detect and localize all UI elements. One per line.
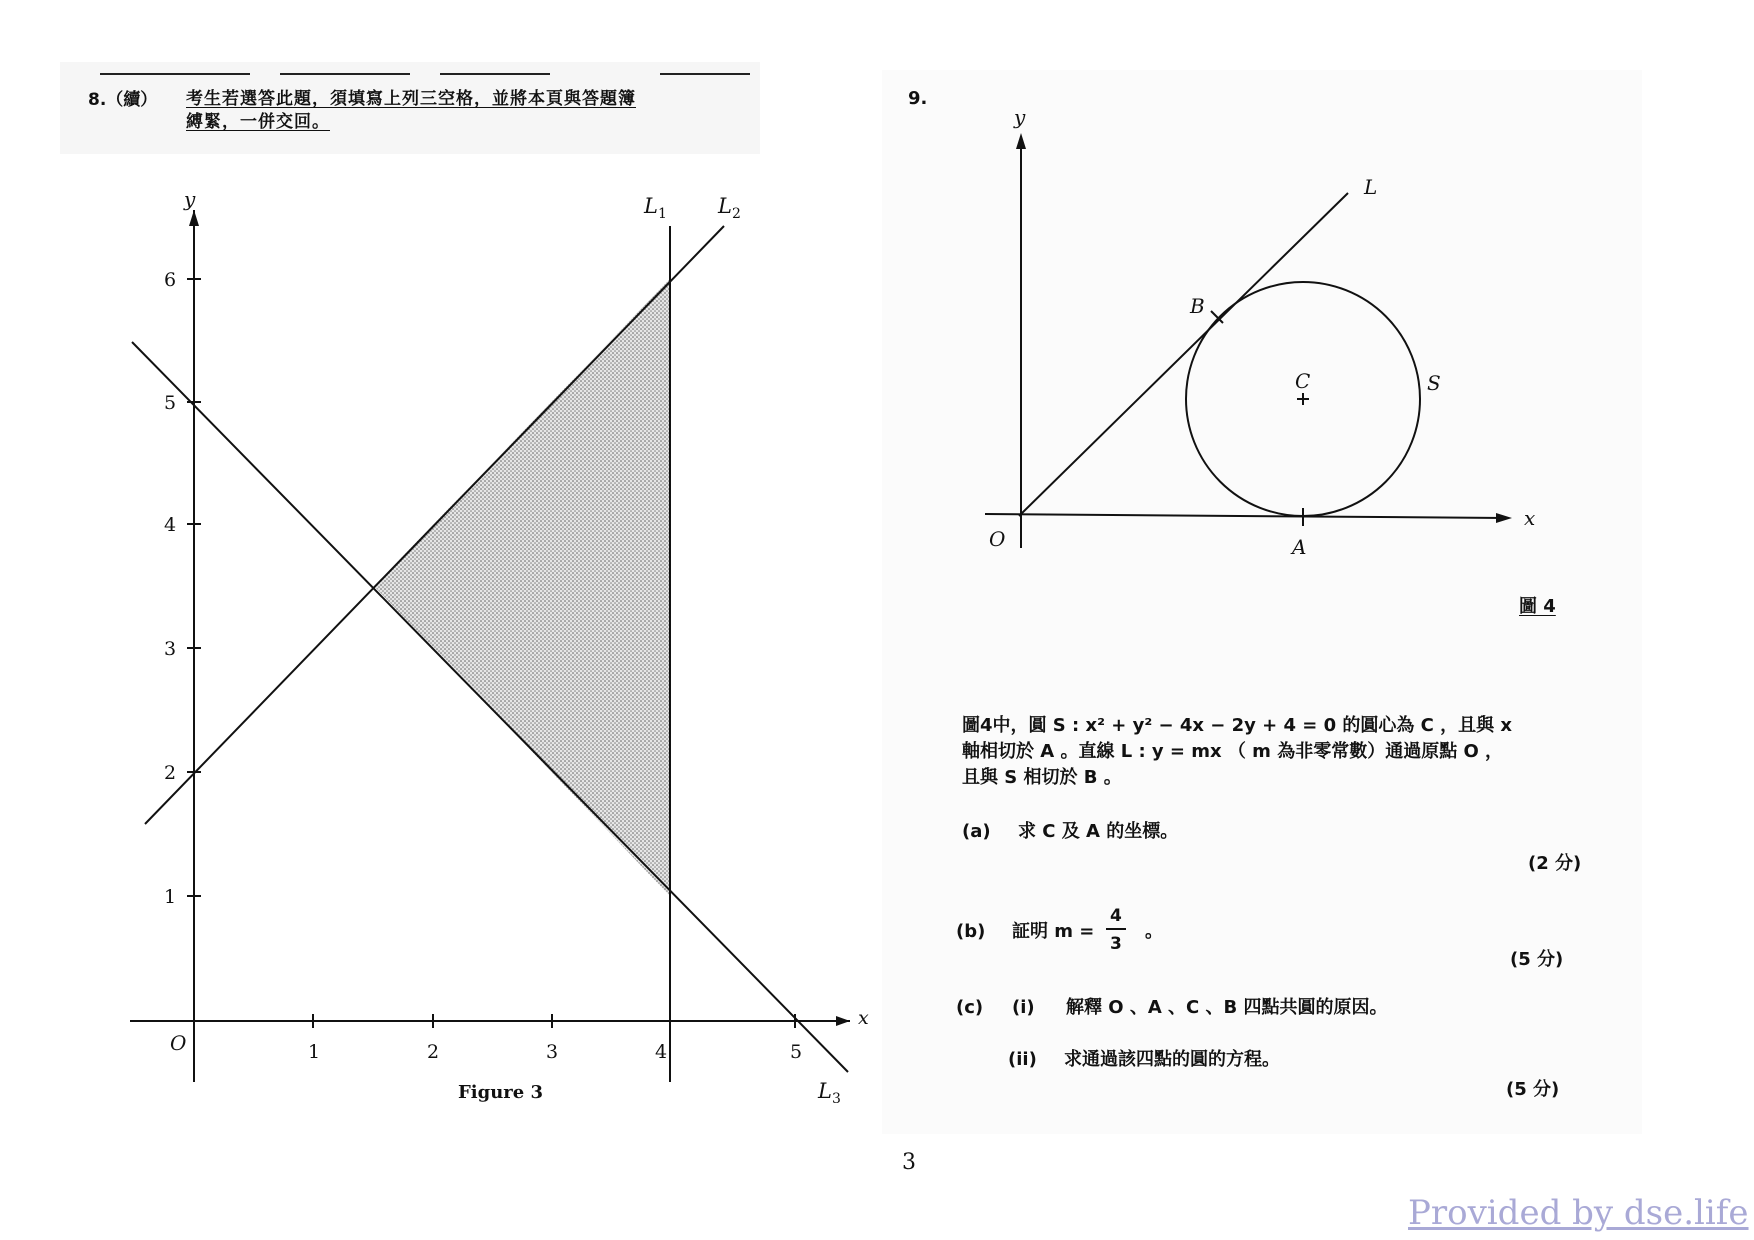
q9-number: 9. — [908, 88, 928, 109]
x-tick-label-5: 5 — [790, 1041, 803, 1063]
q9a-text: 求 C 及 A 的坐標。 — [1018, 821, 1179, 842]
q9c-marks: (5 分) — [1506, 1079, 1560, 1100]
fig4-L-label: L — [1364, 175, 1378, 199]
label-L1: $L_1$ — [644, 194, 667, 222]
y-tick-label-1: 1 — [164, 886, 177, 908]
q9b-text: 証明 m = — [1012, 921, 1095, 942]
q9b-fraction-bar — [1106, 928, 1126, 930]
q9b-end: 。 — [1145, 921, 1163, 942]
fig4-C-label: C — [1295, 369, 1311, 393]
x-axis-arrow — [836, 1016, 850, 1026]
page-number: 3 — [902, 1150, 916, 1175]
x-tick-label-4: 4 — [655, 1041, 668, 1063]
q9c-i-label: (i) — [1012, 997, 1035, 1018]
label-L2: $L_2$ — [718, 194, 741, 222]
figure3-caption: Figure 3 — [458, 1082, 544, 1103]
fig4-A-label: A — [1292, 535, 1307, 559]
q8-number: 8.（續） — [88, 90, 158, 110]
fig4-y-label: y — [1014, 105, 1026, 129]
q9b-marks: (5 分) — [1510, 949, 1564, 970]
tangent-line-L — [1019, 193, 1348, 516]
x-tick-label-1: 1 — [308, 1041, 321, 1063]
q9b-fraction-denominator: 3 — [1110, 934, 1122, 954]
q9-para-line2: 軸相切於 A 。直線 L : y = mx （ m 為非零常數）通過原點 O ， — [962, 741, 1504, 762]
watermark: Provided by dse.life — [1408, 1193, 1749, 1233]
x-tick-label-2: 2 — [427, 1041, 440, 1063]
fig4-x-axis — [985, 514, 1505, 518]
x-tick-label-3: 3 — [546, 1041, 559, 1063]
q9c-ii-label: (ii) — [1008, 1049, 1037, 1070]
fig4-B-label: B — [1190, 294, 1205, 318]
y-tick-label-6: 6 — [164, 269, 177, 291]
q8-instruction-line1: 考生若選答此題，須填寫上列三空格，並將本頁與答題簿 — [186, 89, 636, 109]
y-tick-label-2: 2 — [164, 762, 177, 784]
q9c-ii-text: 求通過該四點的圓的方程。 — [1064, 1049, 1280, 1070]
y-tick-label-3: 3 — [164, 638, 177, 660]
label-L3: $L_3$ — [818, 1079, 841, 1107]
figure3-x-label: x — [858, 1007, 869, 1029]
q8-instruction-line2: 縛緊，一併交回。 — [186, 112, 330, 132]
figure3-origin: O — [170, 1031, 187, 1055]
fig4-y-axis-arrow — [1016, 133, 1026, 149]
q9a-label: (a) — [962, 821, 991, 842]
fig4-x-axis-arrow — [1496, 513, 1512, 523]
figure4-caption: 圖 4 — [1519, 596, 1556, 617]
q9-para-line1: 圖4中，圓 S : x² + y² − 4x − 2y + 4 = 0 的圓心為 C ，且與 x — [962, 715, 1513, 736]
fig4-x-label: x — [1524, 506, 1536, 530]
figure-4 — [0, 0, 1600, 640]
q9b-label: (b) — [956, 921, 986, 942]
q9c-i-text: 解釋 O 、A 、C 、B 四點共圓的原因。 — [1066, 997, 1388, 1018]
q9a-marks: (2 分) — [1528, 853, 1582, 874]
figure3-y-label: y — [184, 187, 196, 211]
fig4-origin-label: O — [989, 527, 1006, 551]
y-tick-label-5: 5 — [164, 392, 177, 414]
y-tick-label-4: 4 — [164, 514, 177, 536]
q9c-label: (c) — [956, 997, 984, 1018]
fig4-S-label: S — [1427, 371, 1441, 395]
q9-para-line3: 且與 S 相切於 B 。 — [962, 767, 1122, 788]
q9b-fraction-numerator: 4 — [1110, 906, 1122, 926]
